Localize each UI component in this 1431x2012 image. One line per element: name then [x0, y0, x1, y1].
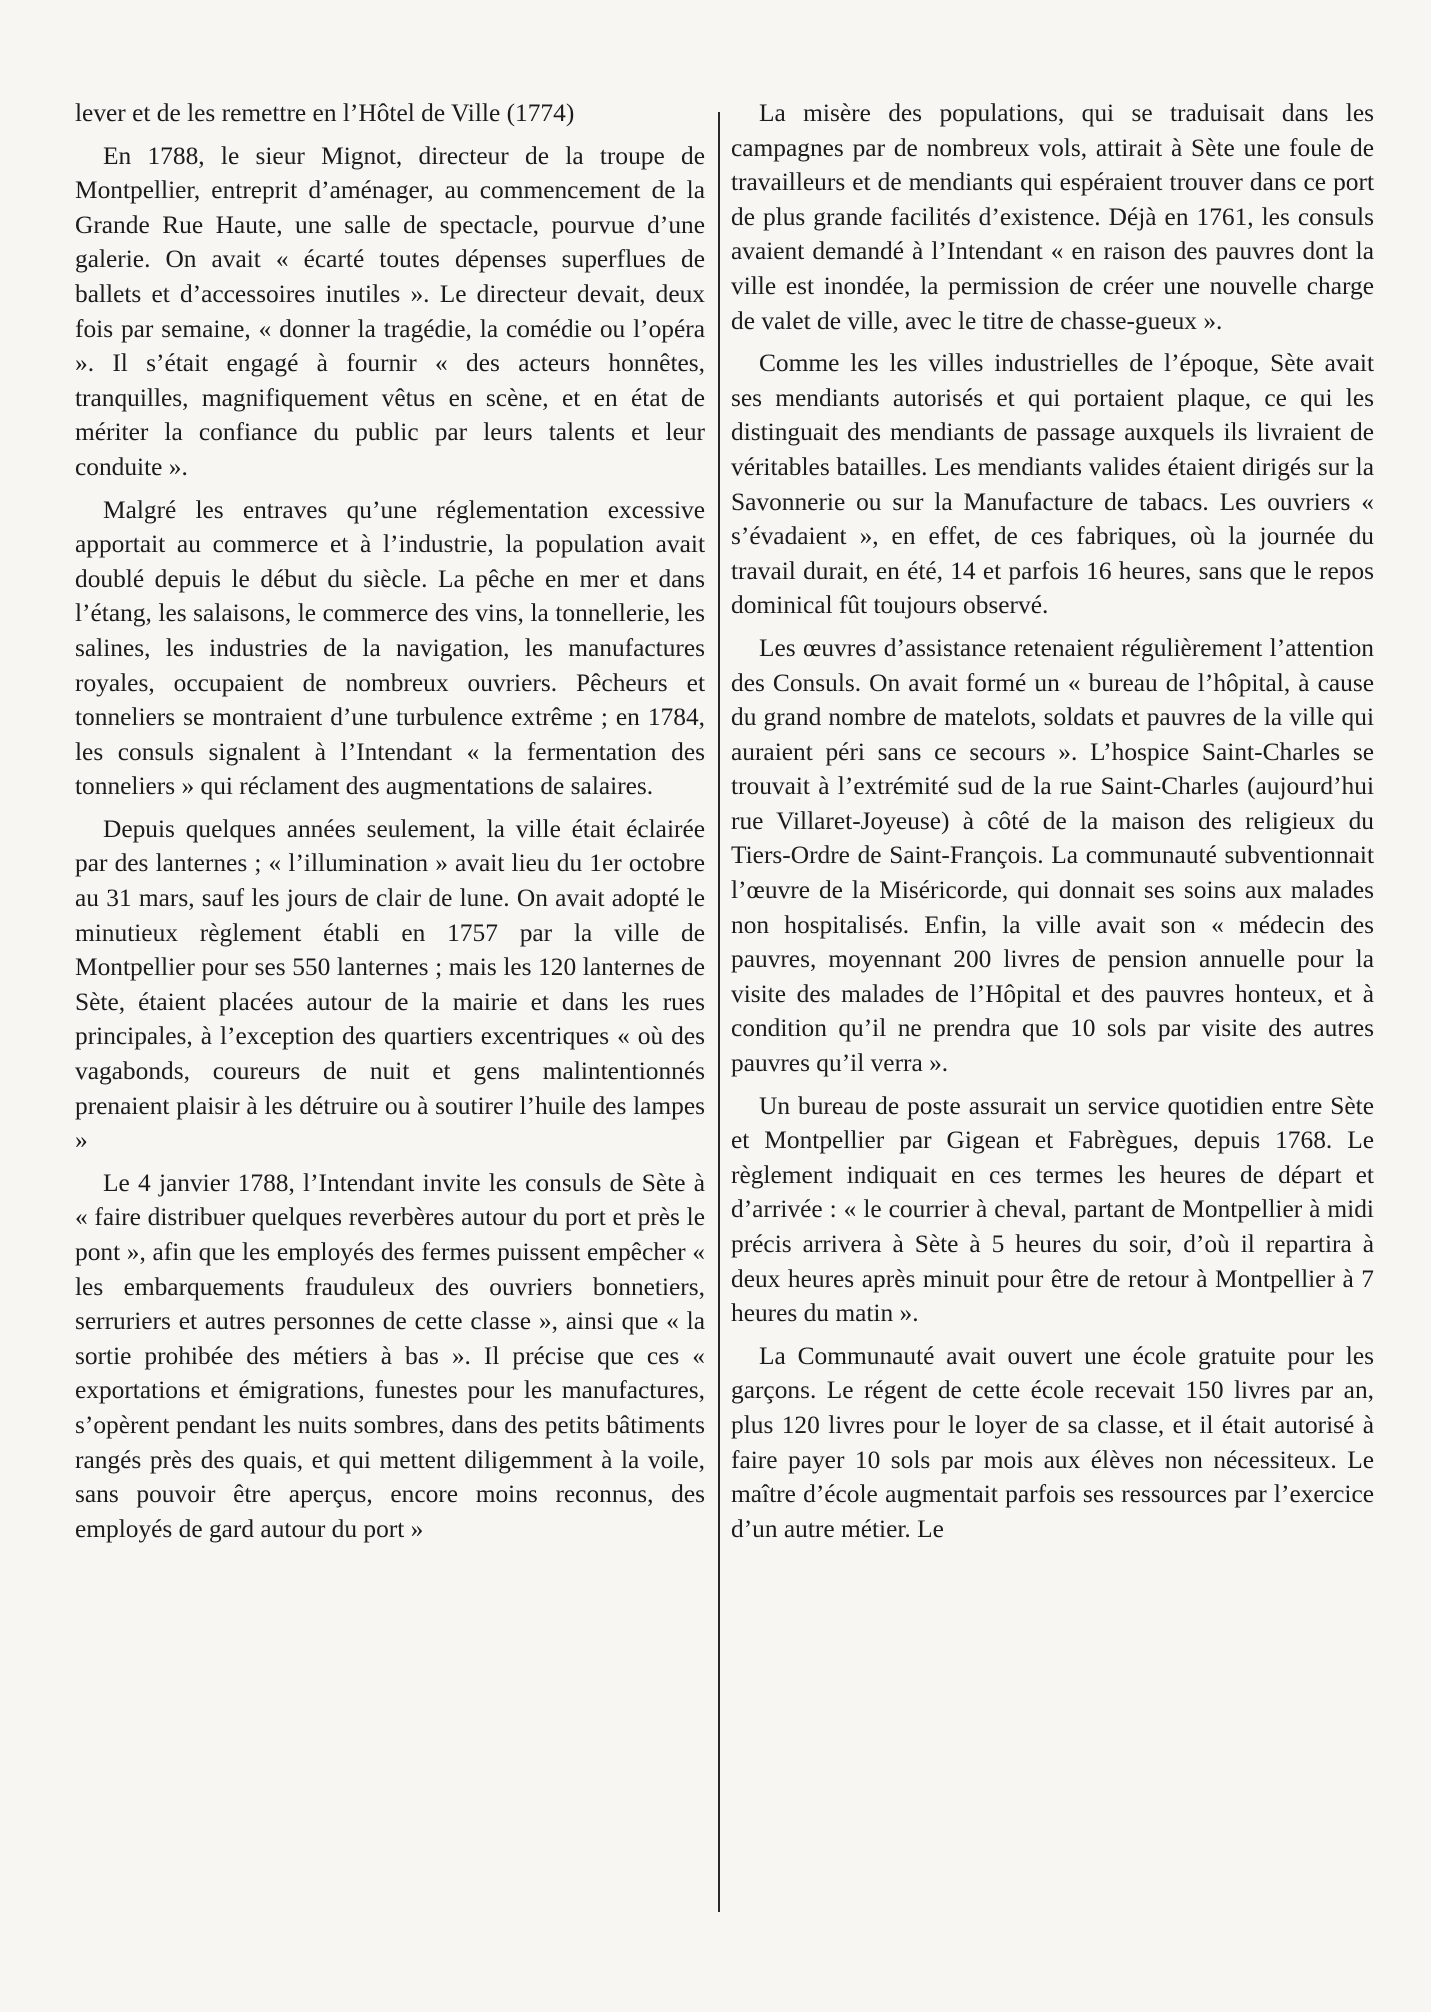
left-column — [75, 96, 705, 1554]
right-column — [731, 96, 1374, 1554]
paragraph: En 1788, le sieur Mignot, directeur de la troupe de Montpellier, entreprit d’aménager, au commencement de la Grande Rue Haute, une salle de spectacle, pourvue d’une galerie. On avait « écarté toutes dépenses superflues de ballets et d’accessoires inutiles ». Le directeur devait, deux fois par semaine, « donner la tragédie, la comédie ou l’opéra ». Il s’était engagé à fournir « des acteurs honnêtes, tranquilles, magnifiquement vêtus en scène, et en état de mériter la confiance du public par leurs talents et leur conduite ». — [75, 141, 705, 481]
paragraph: Malgré les entraves qu’une réglementation excessive apportait au commerce et à l’industrie, la population avait doublé depuis le début du siècle. La pêche en mer et dans l’étang, les salaisons, le commerce des vins, la tonnellerie, les salines, les industries de la navigation, les manufactures royales, occupaient de nombreux ouvriers. Pêcheurs et tonneliers se montraient d’une turbulence extrême ; en 1784, les consuls signalent à l’Intendant « la fermentation des tonneliers » qui réclament des augmentations de salaires. — [75, 495, 705, 801]
paragraph: La Communauté avait ouvert une école gratuite pour les garçons. Le régent de cette école recevait 150 livres par an, plus 120 livres pour le loyer de sa classe, et il était autorisé à faire payer 10 sols par mois aux élèves non nécessiteux. Le maître d’école augmentait parfois ses ressources par l’exercice d’un autre métier. Le — [731, 1341, 1374, 1543]
column-divider — [718, 112, 720, 1912]
paragraph: Depuis quelques années seulement, la ville était éclairée par des lanternes ; « l’illumination » avait lieu du 1er octobre au 31 mars, sauf les jours de clair de lune. On avait adopté le minutieux règlement établi en 1757 par la ville de Montpellier pour ses 550 lanternes ; mais les 120 lanternes de Sète, étaient placées autour de la mairie et dans les rues principales, à l’exception des quartiers excentriques « où des vagabonds, coureurs de nuit et gens malintentionnés prenaient plaisir à les détruire ou à soutirer l’huile des lampes » — [75, 814, 705, 1155]
paragraph: lever et de les remettre en l’Hôtel de Ville (1774) — [75, 99, 575, 127]
paragraph: Le 4 janvier 1788, l’Intendant invite les consuls de Sète à « faire distribuer quelques reverbères autour du port et près le pont », afin que les employés des fermes puissent empêcher « les embarquements frauduleux des ouvriers bonnetiers, serruriers et autres personnes de cette classe », ainsi que « la sortie prohibée des métiers à bas ». Il précise que ces « exportations et émigrations, funestes pour les manufactures, s’opèrent pendant les nuits sombres, dans des petits bâtiments rangés près des quais, et qui mettent diligemment à la voile, sans pouvoir être aperçus, encore moins reconnus, des employés de gard autour du port » — [75, 1168, 705, 1543]
paragraph: Un bureau de poste assurait un service quotidien entre Sète et Montpellier par Gigean et Fabrègues, depuis 1768. Le règlement indiquait en ces termes les heures de départ et d’arrivée : « le courrier à cheval, partant de Montpellier à midi précis arrivera à Sète à 5 heures du soir, d’où il repartira à deux heures après minuit pour être de retour à Montpellier à 7 heures du matin ». — [731, 1091, 1374, 1328]
paragraph: La misère des populations, qui se traduisait dans les campagnes par de nombreux vols, attirait à Sète une foule de travailleurs et de mendiants qui espéraient trouver dans ce port de plus grande facilités d’existence. Déjà en 1761, les consuls avaient demandé à l’Intendant « en raison des pauvres dont la ville est inondée, la permission de créer une nouvelle charge de valet de ville, avec le titre de chasse-gueux ». — [731, 99, 1374, 335]
paragraph: Comme les les villes industrielles de l’époque, Sète avait ses mendiants autorisés et qui portaient plaque, ce qui les distinguait des mendiants de passage auxquels ils livraient de véritables batailles. Les mendiants valides étaient dirigés sur la Savonnerie ou sur la Manufacture de tabacs. Les ouvriers « s’évadaient », en effet, de ces fabriques, où la journée du travail durait, en été, 14 et parfois 16 heures, sans que le repos dominical fût toujours observé. — [731, 349, 1374, 620]
paragraph: Les œuvres d’assistance retenaient régulièrement l’attention des Consuls. On avait formé un « bureau de l’hôpital, à cause du grand nombre de matelots, soldats et pauvres de la ville qui auraient péri sans ce secours ». L’hospice Saint-Charles se trouvait à l’extrémité sud de la rue Saint-Charles (aujourd’hui rue Villaret-Joyeuse) à côté de la maison des religieux du Tiers-Ordre de Saint-François. La communauté subventionnait l’œuvre de la Miséricorde, qui donnait ses soins aux malades non hospitalisés. Enfin, la ville avait son « médecin des pauvres, moyennant 200 livres de pension annuelle pour la visite des malades de l’Hôpital et des pauvres honteux, et à condition qu’il ne prendra que 10 sols par visite des autres pauvres qu’il verra ». — [731, 633, 1374, 1078]
